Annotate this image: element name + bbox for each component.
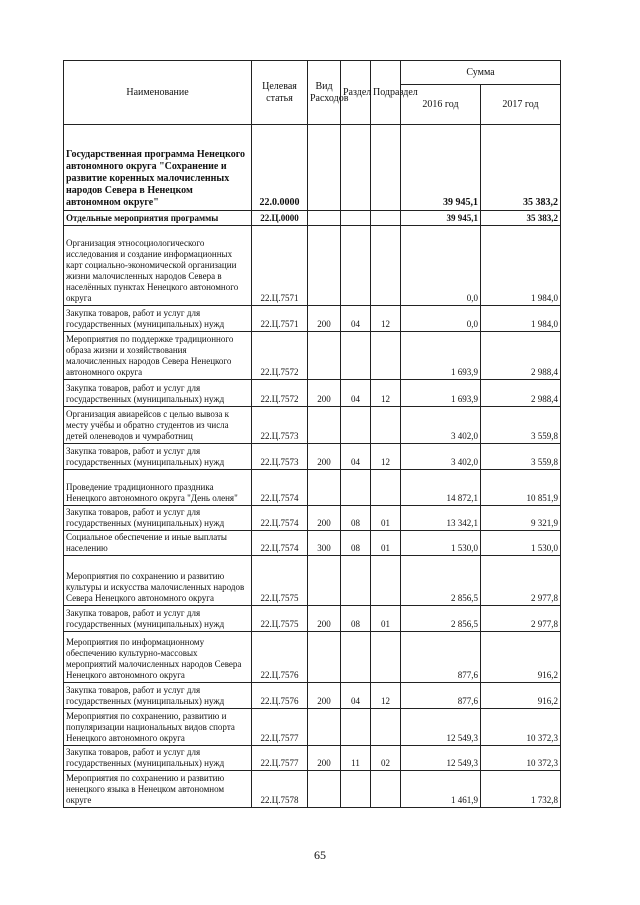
row-2016-cell: 877,6 [401, 683, 481, 709]
row-2016-cell: 12 549,3 [401, 709, 481, 746]
row-2017-cell: 1 984,0 [481, 306, 561, 332]
row-2016-cell: 12 549,3 [401, 746, 481, 771]
table-body [64, 125, 561, 808]
row-subsection-cell [371, 709, 401, 746]
row-target-cell: 22.Ц.7575 [252, 556, 308, 606]
row-2017-cell: 2 988,4 [481, 380, 561, 407]
table-row [64, 211, 561, 226]
table-row [64, 380, 561, 407]
row-section-cell: 04 [341, 306, 371, 332]
row-2017-cell: 2 977,8 [481, 606, 561, 632]
row-subsection-cell: 02 [371, 746, 401, 771]
row-section-cell: 04 [341, 380, 371, 407]
row-2016-cell: 1 461,9 [401, 771, 481, 808]
row-name-cell: Отдельные мероприятия программы [64, 211, 252, 226]
row-name-cell: Закупка товаров, работ и услуг для государственных (муниципальных) нужд [64, 606, 252, 632]
table-row [64, 771, 561, 808]
row-expense-type-cell [308, 470, 341, 506]
row-subsection-cell: 12 [371, 683, 401, 709]
row-section-cell [341, 556, 371, 606]
table-row [64, 407, 561, 444]
header-year-2016: 2016 год [401, 85, 481, 125]
header-section: Раздел [341, 61, 371, 125]
row-expense-type-cell: 300 [308, 531, 341, 556]
row-target-cell: 22.Ц.7576 [252, 632, 308, 683]
table-row [64, 632, 561, 683]
row-2016-cell: 1 693,9 [401, 332, 481, 380]
row-2017-cell: 2 977,8 [481, 556, 561, 606]
row-expense-type-cell [308, 125, 341, 211]
row-subsection-cell [371, 211, 401, 226]
row-name-cell: Мероприятия по сохранению, развитию и популяризации национальных видов спорта Ненецкого автономного округа [64, 709, 252, 746]
table-row [64, 556, 561, 606]
row-expense-type-cell: 200 [308, 606, 341, 632]
row-name-cell: Закупка товаров, работ и услуг для государственных (муниципальных) нужд [64, 380, 252, 407]
row-expense-type-cell: 200 [308, 746, 341, 771]
table-row [64, 506, 561, 531]
row-2017-cell: 3 559,8 [481, 407, 561, 444]
table-row [64, 606, 561, 632]
row-2016-cell: 39 945,1 [401, 211, 481, 226]
row-target-cell: 22.0.0000 [252, 125, 308, 211]
row-expense-type-cell [308, 771, 341, 808]
row-name-cell: Социальное обеспечение и иные выплаты населению [64, 531, 252, 556]
row-section-cell [341, 709, 371, 746]
row-2016-cell: 14 872,1 [401, 470, 481, 506]
row-target-cell: 22.Ц.7572 [252, 380, 308, 407]
page-number: 65 [314, 848, 326, 862]
row-2016-cell: 13 342,1 [401, 506, 481, 531]
row-subsection-cell: 12 [371, 444, 401, 470]
row-2017-cell: 1 530,0 [481, 531, 561, 556]
row-expense-type-cell: 200 [308, 444, 341, 470]
row-2017-cell: 2 988,4 [481, 332, 561, 380]
table-row [64, 226, 561, 306]
table-row [64, 709, 561, 746]
row-2017-cell: 35 383,2 [481, 211, 561, 226]
row-subsection-cell: 01 [371, 506, 401, 531]
row-2016-cell: 2 856,5 [401, 556, 481, 606]
row-subsection-cell [371, 407, 401, 444]
row-2016-cell: 3 402,0 [401, 444, 481, 470]
header-year-2017: 2017 год [481, 85, 561, 125]
row-section-cell [341, 226, 371, 306]
row-subsection-cell: 01 [371, 606, 401, 632]
row-2016-cell: 877,6 [401, 632, 481, 683]
row-subsection-cell [371, 125, 401, 211]
row-name-cell: Организация авиарейсов с целью вывоза к месту учёбы и обратно студентов из числа детей оленеводов и чумработниц [64, 407, 252, 444]
row-target-cell: 22.Ц.7574 [252, 470, 308, 506]
row-section-cell [341, 332, 371, 380]
row-expense-type-cell [308, 709, 341, 746]
row-name-cell: Мероприятия по поддержке традиционного образа жизни и хозяйствования малочисленных народов Севера Ненецкого автономного округа [64, 332, 252, 380]
table-row [64, 332, 561, 380]
row-section-cell [341, 771, 371, 808]
row-target-cell: 22.Ц.7571 [252, 306, 308, 332]
row-section-cell [341, 211, 371, 226]
row-target-cell: 22.Ц.7574 [252, 506, 308, 531]
row-expense-type-cell [308, 407, 341, 444]
row-section-cell: 08 [341, 531, 371, 556]
table-row [64, 683, 561, 709]
header-sum: Сумма [401, 61, 561, 85]
row-name-cell: Мероприятия по информационному обеспечению культурно-массовых мероприятий малочисленных народов Севера Ненецкого автономного округа [64, 632, 252, 683]
row-2016-cell: 0,0 [401, 306, 481, 332]
row-2017-cell: 10 372,3 [481, 709, 561, 746]
row-2017-cell: 10 851,9 [481, 470, 561, 506]
row-name-cell: Мероприятия по сохранению и развитию культуры и искусства малочисленных народов Севера Ненецкого автономного округа [64, 556, 252, 606]
row-subsection-cell [371, 226, 401, 306]
row-subsection-cell [371, 470, 401, 506]
header-name: Наименование [64, 61, 252, 125]
table-row [64, 444, 561, 470]
row-section-cell: 11 [341, 746, 371, 771]
row-name-cell: Закупка товаров, работ и услуг для государственных (муниципальных) нужд [64, 683, 252, 709]
table-row [64, 306, 561, 332]
row-2017-cell: 10 372,3 [481, 746, 561, 771]
budget-table [63, 60, 561, 808]
row-subsection-cell [371, 332, 401, 380]
row-2016-cell: 39 945,1 [401, 125, 481, 211]
row-target-cell: 22.Ц.7577 [252, 746, 308, 771]
row-subsection-cell [371, 632, 401, 683]
table-row [64, 746, 561, 771]
row-2017-cell: 35 383,2 [481, 125, 561, 211]
row-section-cell [341, 632, 371, 683]
row-expense-type-cell: 200 [308, 306, 341, 332]
row-2016-cell: 1 530,0 [401, 531, 481, 556]
row-target-cell: 22.Ц.7571 [252, 226, 308, 306]
row-name-cell: Мероприятия по сохранению и развитию ненецкого языка в Ненецком автономном округе [64, 771, 252, 808]
row-target-cell: 22.Ц.7576 [252, 683, 308, 709]
row-expense-type-cell: 200 [308, 506, 341, 531]
table-row [64, 125, 561, 211]
row-target-cell: 22.Ц.7575 [252, 606, 308, 632]
row-name-cell: Закупка товаров, работ и услуг для государственных (муниципальных) нужд [64, 306, 252, 332]
row-name-cell: Государственная программа Ненецкого автономного округа "Сохранение и развитие коренных малочисленных народов Севера в Ненецком автономном округе" [64, 125, 252, 211]
row-expense-type-cell: 200 [308, 683, 341, 709]
row-expense-type-cell [308, 556, 341, 606]
row-2016-cell: 1 693,9 [401, 380, 481, 407]
row-expense-type-cell [308, 211, 341, 226]
row-subsection-cell [371, 556, 401, 606]
row-expense-type-cell [308, 226, 341, 306]
row-2016-cell: 3 402,0 [401, 407, 481, 444]
row-section-cell: 04 [341, 683, 371, 709]
row-section-cell [341, 407, 371, 444]
row-2017-cell: 3 559,8 [481, 444, 561, 470]
row-section-cell: 08 [341, 606, 371, 632]
row-name-cell: Закупка товаров, работ и услуг для государственных (муниципальных) нужд [64, 506, 252, 531]
row-expense-type-cell [308, 332, 341, 380]
header-target-article: Целевая статья [252, 61, 308, 125]
row-2017-cell: 1 984,0 [481, 226, 561, 306]
row-section-cell: 04 [341, 444, 371, 470]
row-target-cell: 22.Ц.7574 [252, 531, 308, 556]
row-expense-type-cell [308, 632, 341, 683]
row-subsection-cell: 12 [371, 306, 401, 332]
row-subsection-cell [371, 771, 401, 808]
row-target-cell: 22.Ц.7573 [252, 407, 308, 444]
row-subsection-cell: 01 [371, 531, 401, 556]
header-subsection: Подраздел [371, 61, 401, 125]
header-expense-type: Вид Расходов [308, 61, 341, 125]
table-row [64, 470, 561, 506]
row-target-cell: 22.Ц.7578 [252, 771, 308, 808]
row-target-cell: 22.Ц.7577 [252, 709, 308, 746]
row-name-cell: Проведение традиционного праздника Ненецкого автономного округа "День оленя" [64, 470, 252, 506]
row-target-cell: 22.Ц.7573 [252, 444, 308, 470]
row-2017-cell: 916,2 [481, 632, 561, 683]
row-expense-type-cell: 200 [308, 380, 341, 407]
row-target-cell: 22.Ц.0000 [252, 211, 308, 226]
row-2016-cell: 0,0 [401, 226, 481, 306]
row-name-cell: Закупка товаров, работ и услуг для государственных (муниципальных) нужд [64, 746, 252, 771]
row-2017-cell: 9 321,9 [481, 506, 561, 531]
row-subsection-cell: 12 [371, 380, 401, 407]
row-2017-cell: 916,2 [481, 683, 561, 709]
row-2017-cell: 1 732,8 [481, 771, 561, 808]
row-2016-cell: 2 856,5 [401, 606, 481, 632]
row-section-cell [341, 125, 371, 211]
row-name-cell: Закупка товаров, работ и услуг для государственных (муниципальных) нужд [64, 444, 252, 470]
row-target-cell: 22.Ц.7572 [252, 332, 308, 380]
table-row [64, 531, 561, 556]
row-section-cell [341, 470, 371, 506]
row-section-cell: 08 [341, 506, 371, 531]
row-name-cell: Организация этносоциологического исследования и создание информационных карт социально-экономической организации жизни малочисленных народов Севера в населённых пунктах Ненецкого автономного округа [64, 226, 252, 306]
